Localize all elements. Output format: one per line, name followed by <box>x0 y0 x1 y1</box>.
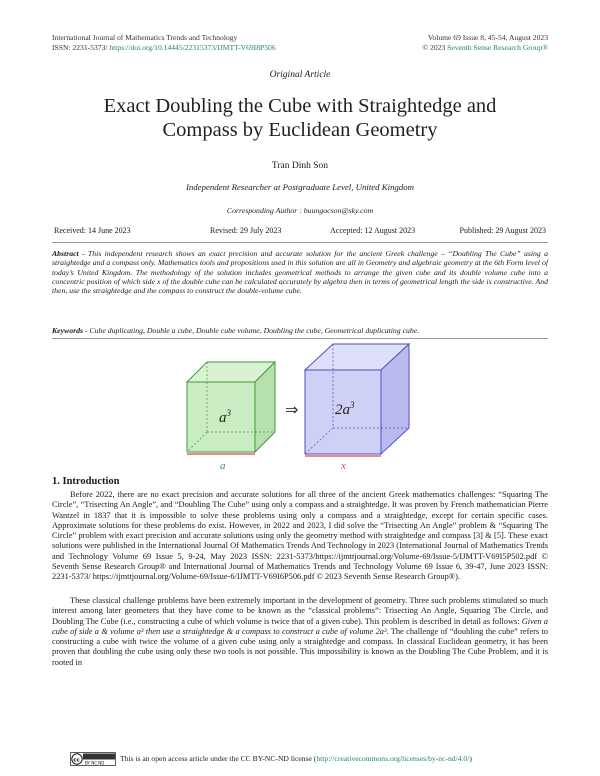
date-accepted: Accepted: 12 August 2023 <box>330 226 416 235</box>
paper-title <box>40 94 560 142</box>
side-a-label: a <box>220 460 226 472</box>
divider-keywords <box>52 338 548 339</box>
abstract <box>52 249 548 295</box>
side-x-label: x <box>341 460 346 472</box>
doi-link[interactable]: https://doi.org/10.14445/22315373/IJMTT-V69I8P506 <box>107 43 276 52</box>
copyright-line: © 2023 Seventh Sense Research Group® <box>422 43 548 52</box>
large-volume-label: $2a^3$ <box>335 400 355 418</box>
license-link[interactable]: http://creativecommons.org/licenses/by-nc-nd/4.0/ <box>316 754 470 763</box>
volume-line: Volume 69 Issue 8, 45-54, August 2023 <box>427 33 548 42</box>
cube-figure <box>175 342 425 474</box>
date-revised: Revised: 29 July 2023 <box>210 226 282 235</box>
title-line-2: Compass by Euclidean Geometry <box>162 119 438 141</box>
affiliation: Independent Researcher at Postgraduate Level, United Kingdom <box>185 182 415 192</box>
keywords-text: - Cube duplicating, Double a cube, Double cube volume, Doubling the cube, Geometrical duplicating cube. <box>83 326 420 335</box>
corresponding-author: Corresponding Author : buungocson@sky.com <box>226 206 374 215</box>
author-name: Tran Dinh Son <box>271 161 329 171</box>
date-received: Received: 14 June 2023 <box>54 226 131 235</box>
abstract-label: Abstract <box>52 249 79 258</box>
publisher-link[interactable]: Seventh Sense Research Group® <box>445 43 548 52</box>
divider-top <box>52 242 548 243</box>
dates-row <box>54 226 546 238</box>
svg-text:BY NC ND: BY NC ND <box>85 760 105 766</box>
journal-name: International Journal of Mathematics Trends and Technology <box>52 33 238 42</box>
intro-paragraph-1: Before 2022, there are no exact precision and accurate solutions for all three of the ancient Greek mathematics challenges: “Squaring The Circle”, “Trisecting An Angle”, and “Doubling The Cube” using only a compass and a straightedge. It was proven by French mathematician Pierre Wantzel in 1837 that it is impossible to solve these problems using only a compass and a straightedge, except for certain specific cases. Approximate solutions for these problems do exist. However, in 2022 and 2023, I did solve the “Trisecting An Angle” problem & “Squaring The Circle” problem with exact precision and accurate solutions using only the geometry method with straightedge and compass [3] & [5]. These exact solutions were published in the International Journal Of Mathematics Trends And Technology in 2023 (International Journal of Mathematics Trends and Technology Volume 69 Issue 5, 9-24, May 2023 ISSN: 2231-5373/https://ijmttjournal.org/Volume-69/Issue-5/IJMTT-V69I5P502.pdf © Seventh Sense Research Group® and International Journal of Mathematics Trends and Technology Volume 69 Issue 6, 39-47, June 2023 ISSN: 2231-5373/ https://ijmttjournal.org/Volume-69/Issue-6/IJMTT-V69I6P506.pdf © 2023 Seventh Sense Research Group®). <box>52 490 548 582</box>
license-text: This is an open access article under the CC BY-NC-ND license (http://creativecommons.org/licenses/by-nc-nd/4.0/) <box>120 754 472 763</box>
implies-arrow-icon: ⇒ <box>285 400 299 419</box>
article-type: Original Article <box>269 70 331 80</box>
keywords-label: Keywords <box>52 326 83 335</box>
svg-text:cc: cc <box>73 757 80 764</box>
small-volume-label: $a^3$ <box>219 408 231 426</box>
cc-license-icon <box>70 752 116 766</box>
section-heading-introduction: 1. Introduction <box>52 476 120 487</box>
small-cube <box>187 362 275 454</box>
license-footer <box>70 752 540 766</box>
large-cube <box>305 344 409 456</box>
abstract-text: - This independent research shows an exact precision and accurate solution for the ancient Greek challenge – “Doubling The Cube” using a straightedge and a compass only. Mathematics tools and propositions used in this solution are all in Geometry and algebraic geometry at the 6th Form level of today’s United Kingdom. The methodology of the solution includes geometrical methods to arrange the given cube and its double volume cube into a concentric position of which side x of the double cube can be calculated accurately by algebra then in terms of geometrical length the side is constructive. And then, use the straightedge and the compass to construct the double-volume cube. <box>52 249 548 296</box>
intro-paragraph-2: These classical challenge problems have been extremely important in the development of geometry. Three such problems stimulated so much interest among later geometers that they have come to be known as the “classical problems”: Trisecting An Angle, Squaring The Circle, and Doubling The Cube (i.e., constructing a cube of which volume is twice that of a given cube). This problem is described in detail as follows: Given a cube of side a & volume a³ then use a straightedge & a compass to construct a cube of volume 2a³. The challenge of “doubling the cube” refers to constructing a cube with twice the volume of a given cube using only a straightedge and compass. In classical Euclidean geometry, it has been proven that doubling the cube using only these two tools is not possible. This impossibility is known as the Doubling The Cube Problem, and it is rooted in <box>52 596 548 667</box>
date-published: Published: 29 August 2023 <box>459 226 546 235</box>
title-line-1: Exact Doubling the Cube with Straightedge and <box>103 95 497 117</box>
problem-statement: Given a cube of side a & volume a³ then use a straightedge & a compass to construct a cube of volume 2a³. <box>52 616 548 636</box>
issn-line: ISSN: 2231-5373/ https://doi.org/10.14445/22315373/IJMTT-V69I8P506 <box>52 43 276 52</box>
keywords <box>52 326 548 335</box>
header-left <box>52 33 276 53</box>
header-right <box>422 33 548 53</box>
